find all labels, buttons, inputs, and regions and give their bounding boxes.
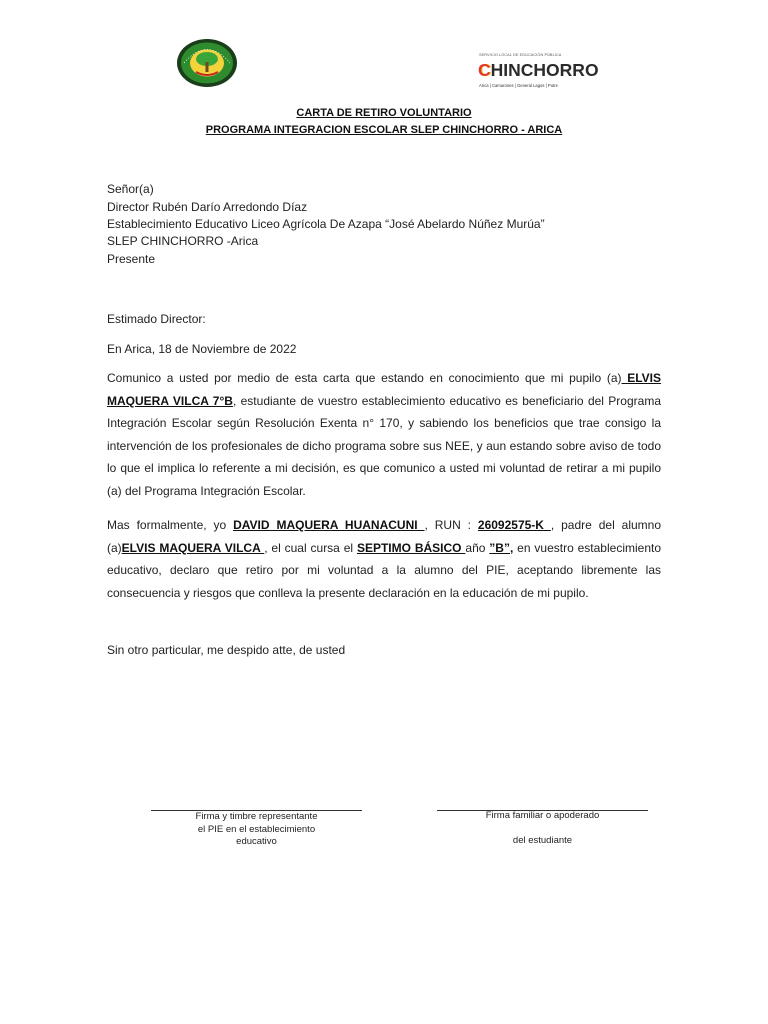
letter-subtitle: PROGRAMA INTEGRACION ESCOLAR SLEP CHINCHORRO - ARICA (205, 124, 563, 136)
recipient-salutation: Señor(a) (107, 182, 154, 196)
p2-text-5: año (465, 540, 490, 555)
slep-logo (478, 53, 599, 93)
slep-logo-small-text: SERVICIO LOCAL DE EDUCACIÓN PÚBLICA (479, 53, 562, 57)
slep-logo-brand: HINCHORRO (490, 60, 599, 80)
school-logo (176, 38, 238, 88)
signature-right-l2: del estudiante (512, 834, 573, 846)
p2-section: ”B”, (489, 540, 514, 555)
slep-logo-c: C (478, 60, 491, 80)
p1-text-2: , estudiante de vuestro establecimiento educativo es beneficiario del Programa Integración Escolar según Resolución Exenta n° 170, y sabiendo los beneficios que trae consigo la intervención de los profesionales de dicho programa sobre sus NEE, y aun estando sobre aviso de todo lo que el implica lo referente a mi decisión, es que comunico a usted mi voluntad de retirar a mi pupilo (a) del Programa Integración Escolar. (107, 393, 661, 498)
signature-left-l2: el PIE en el establecimiento (197, 823, 316, 835)
p2-text-3: , padre del alumno (a) (107, 518, 662, 555)
signature-right-l1: Firma familiar o apoderado (485, 810, 600, 821)
signature-left-l1: Firma y timbre representante (195, 811, 318, 822)
p2-text-2: , RUN : (424, 518, 478, 532)
p2-run: 26092575-K (477, 518, 551, 532)
recipient-institution: Establecimiento Educativo Liceo Agrícola De Azapa “José Abelardo Núñez Murúa” (107, 217, 545, 231)
p1-text-1: Comunico a usted por medio de esta carta que estando en conocimiento que mi pupilo (a) (107, 371, 622, 385)
signature-left-label (151, 811, 362, 849)
recipient-slep: SLEP CHINCHORRO -Arica (107, 234, 259, 248)
signature-left-l3: educativo (236, 836, 277, 847)
p2-parent-name: DAVID MAQUERA HUANACUNI (233, 518, 425, 532)
p2-text-1: Mas formalmente, yo (107, 518, 234, 532)
paragraph-1 (107, 367, 661, 502)
p2-text-6: en vuestro establecimiento educativo, declaro que retiro por mi voluntad a la alumno del PIE, aceptando libremente las consecuencia y riesgos que conlleva la presente declaración en la educación de mi pupilo. (107, 540, 662, 600)
slep-logo-subtitle: Arica | Camarones | General Lagos | Putre (479, 83, 558, 88)
p2-student-name: ELVIS MAQUERA VILCA (121, 540, 265, 555)
closing: Sin otro particular, me despido atte, de usted (107, 643, 346, 657)
recipient-presente: Presente (107, 252, 156, 266)
recipient-director: Director Rubén Darío Arredondo Díaz (107, 200, 308, 214)
date-line: En Arica, 18 de Noviembre de 2022 (107, 342, 297, 356)
letter-title: CARTA DE RETIRO VOLUNTARIO (296, 107, 472, 119)
p2-text-4: , el cual cursa el (264, 540, 357, 555)
p2-grade: SEPTIMO BÁSICO (356, 540, 466, 555)
greeting: Estimado Director: (107, 312, 206, 326)
signature-right-label (437, 810, 648, 847)
paragraph-2 (107, 514, 661, 604)
p1-student-name: ELVIS MAQUERA VILCA 7°B (107, 371, 662, 408)
